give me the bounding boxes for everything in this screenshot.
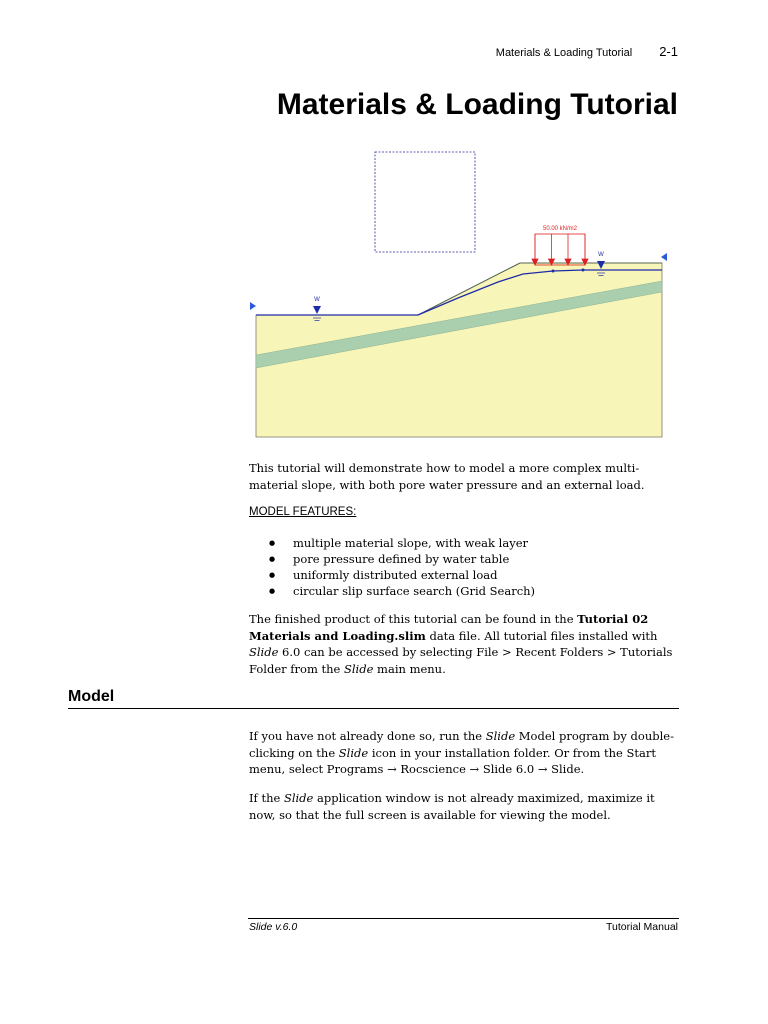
- text-run: 6.0 can be accessed by selecting File > Recent Folders > Tutorials Folder from the: [249, 645, 673, 676]
- text-run: If you have not already done so, run the: [249, 729, 486, 743]
- slide-program-name: Slide: [344, 661, 374, 676]
- slope-model-figure: [248, 148, 668, 443]
- footer-left: Slide v.6.0: [249, 921, 298, 933]
- slide-program-name: Slide: [283, 791, 314, 805]
- footer-rule: [248, 918, 679, 919]
- model-paragraph-2: [249, 790, 679, 823]
- text-run: data file. All tutorial files installed with: [425, 628, 658, 643]
- finished-product-paragraph: [249, 611, 679, 677]
- text-run: If the: [249, 791, 284, 805]
- water-label-right: W: [598, 252, 604, 258]
- text-run: application window is not already maximized, maximize it now, so that the full screen is available for viewing the model.: [249, 791, 655, 822]
- text-run: The finished product of this tutorial can be found in the: [249, 612, 578, 626]
- water-triangle-left-icon: [313, 306, 321, 314]
- water-table-vertex: [552, 270, 555, 273]
- running-header: [496, 44, 678, 59]
- water-table-vertex: [582, 269, 585, 272]
- running-header-title: Materials & Loading Tutorial: [495, 47, 633, 59]
- boundary-marker-right-icon: [661, 253, 667, 261]
- section-heading-model: Model: [68, 688, 679, 709]
- slip-search-grid: [375, 152, 475, 252]
- list-item: ● circular slip surface search (Grid Search): [249, 583, 535, 599]
- list-item: ● pore pressure defined by water table: [249, 551, 535, 567]
- page-title: Materials & Loading Tutorial: [276, 88, 678, 121]
- model-features-list: [249, 535, 535, 599]
- model-paragraph-1: [249, 728, 679, 778]
- list-item: ● multiple material slope, with weak layer: [249, 535, 535, 551]
- intro-paragraph: This tutorial will demonstrate how to model a more complex multi-material slope, with both pore water pressure and an external load.: [249, 461, 645, 492]
- water-label-left: W: [314, 297, 320, 303]
- footer-right: Tutorial Manual: [606, 921, 678, 933]
- load-label: 50.00 kN/m2: [542, 226, 578, 232]
- slide-program-name: Slide: [485, 729, 516, 743]
- page-number: 2-1: [659, 44, 678, 59]
- boundary-marker-left-icon: [250, 302, 256, 310]
- list-item: ● uniformly distributed external load: [249, 567, 535, 583]
- text-run: icon in your installation folder. Or from the Start menu, select Programs → Rocscience → Slide 6.0 → Slide.: [249, 745, 656, 776]
- slide-program-name: Slide: [249, 645, 279, 659]
- model-features-heading: MODEL FEATURES:: [249, 506, 357, 518]
- text-run: Model program by double-clicking on the: [249, 729, 674, 760]
- text-run: main menu.: [373, 661, 446, 676]
- load-arrows: [532, 234, 588, 265]
- slide-program-name: Slide: [338, 745, 369, 760]
- tutorial-file-name: Tutorial 02 Materials and Loading.slim: [249, 612, 649, 643]
- distributed-load-box: [535, 234, 585, 265]
